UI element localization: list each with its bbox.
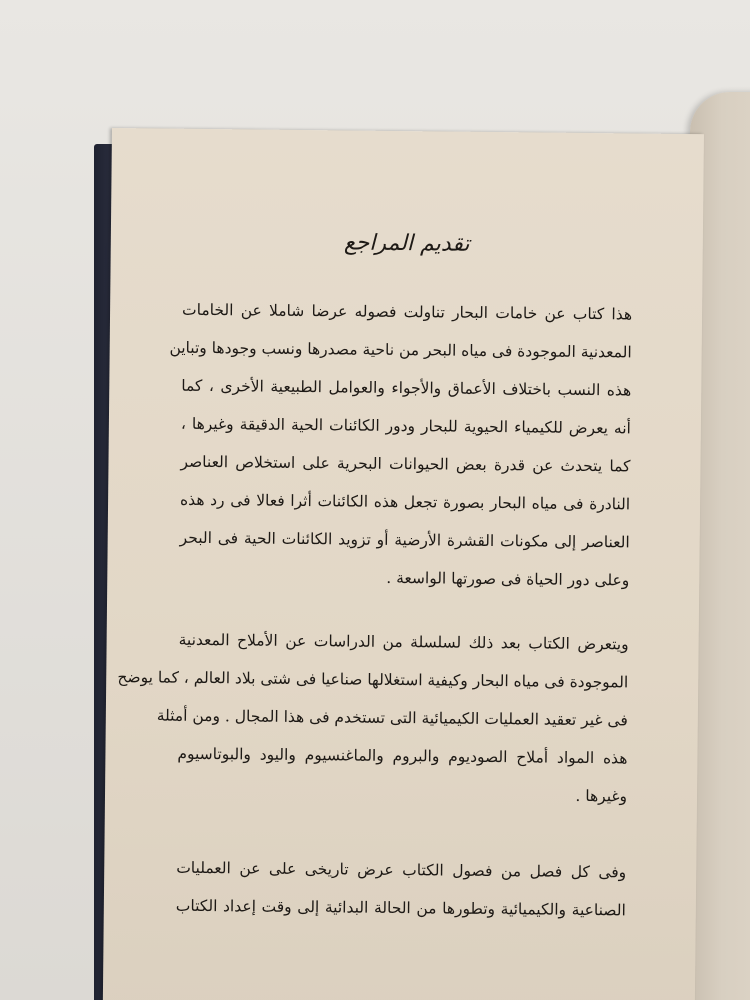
text-line: هذه المواد أملاح الصوديوم والبروم والماغنسيوم واليود والبوتاسيوم: [177, 744, 628, 768]
text-line: وعلى دور الحياة فى صورتها الواسعة .: [386, 568, 630, 590]
paragraph-3: [176, 849, 627, 930]
text-line: المعدنية الموجودة فى مياه البحر من ناحية مصدرها ونسب وجودها وتباين: [169, 338, 632, 362]
paragraph-2: [117, 621, 629, 816]
text-line: هذه النسب باختلاف الأعماق والأجواء والعوامل الطبيعية الأخرى ، كما: [181, 376, 632, 400]
page-heading: تقديم المراجع: [343, 230, 470, 257]
text-line: أنه يعرض للكيمياء الحيوية للبحار ودور الكائنات الحية الدقيقة وغيرها ،: [180, 414, 631, 438]
text-line: العناصر إلى مكونات القشرة الأرضية أو تزويد الكائنات الحية فى البحر: [179, 528, 630, 552]
text-line: ويتعرض الكتاب بعد ذلك لسلسلة من الدراسات عن الأملاح المعدنية: [178, 630, 629, 654]
book-page: [103, 128, 704, 1000]
text-line: الصناعية والكيميائية وتطورها من الحالة البدائية إلى وقت إعداد الكتاب: [175, 896, 626, 920]
text-line: فى غير تعقيد العمليات الكيميائية التى تستخدم فى هذا المجال . ومن أمثلة: [156, 706, 628, 730]
text-line: هذا كتاب عن خامات البحار تناولت فصوله عرضا شاملا عن الخامات: [182, 300, 633, 324]
text-line: وغيرها .: [575, 786, 628, 806]
text-line: وفى كل فصل من فصول الكتاب عرض تاريخى على عن العمليات: [176, 858, 627, 882]
text-line: النادرة فى مياه البحار بصورة تجعل هذه الكائنات أثرا فعالا فى رد هذه: [180, 490, 631, 514]
text-line: كما يتحدث عن قدرة بعض الحيوانات البحرية على استخلاص العناصر: [180, 452, 631, 476]
paragraph-1: [169, 291, 633, 600]
text-line: الموجودة فى مياه البحار وكيفية استغلالها صناعيا فى شتى بلاد العالم ، كما يوضح: [117, 668, 629, 692]
